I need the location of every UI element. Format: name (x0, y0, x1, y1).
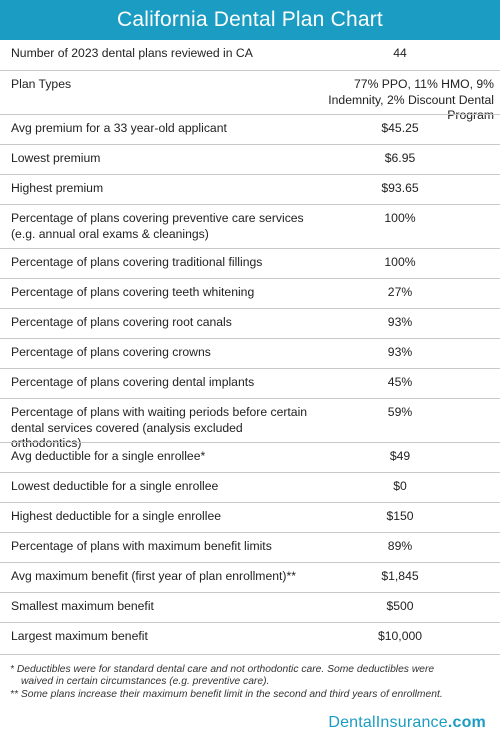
row-value: 27% (387, 285, 413, 299)
footnote-deductibles (10, 664, 490, 688)
table-row (0, 248, 500, 278)
table-row (0, 40, 500, 70)
table-row (0, 338, 500, 368)
row-value: 93% (387, 315, 413, 329)
dentalinsurance-logo (328, 714, 486, 732)
row-label: Lowest deductible for a single enrollee (11, 479, 219, 493)
row-value: $500 (386, 599, 414, 613)
row-value: 77% PPO, 11% HMO, 9% Indemnity, 2% Discount Dental Program (328, 77, 494, 122)
table-row (0, 472, 500, 502)
row-value: 59% (387, 405, 413, 419)
table-row (0, 144, 500, 174)
row-value: $0 (393, 479, 407, 493)
row-label: Percentage of plans covering root canals (11, 315, 232, 329)
row-label: Percentage of plans covering traditional fillings (11, 255, 263, 269)
footnotes (10, 664, 490, 701)
row-value: 93% (387, 345, 413, 359)
row-label: Percentage of plans covering teeth whitening (11, 285, 255, 299)
row-value: $45.25 (381, 121, 419, 135)
row-value: 45% (387, 375, 413, 389)
table-row (0, 592, 500, 622)
row-label: Smallest maximum benefit (11, 599, 154, 613)
row-label: Percentage of plans covering preventive care services (e.g. annual oral exams & cleanings) (11, 211, 304, 241)
row-label: Lowest premium (11, 151, 101, 165)
row-label: Largest maximum benefit (11, 629, 148, 643)
row-label: Avg maximum benefit (first year of plan enrollment)** (11, 569, 296, 583)
footnote-max-benefit: ** Some plans increase their maximum benefit limit in the second and third years of enrollment. (10, 689, 443, 700)
row-label: Number of 2023 dental plans reviewed in CA (11, 46, 253, 60)
row-label: Percentage of plans with waiting periods before certain dental services covered (analysis excluded orthodontics) (11, 405, 308, 450)
row-value: 89% (387, 539, 413, 553)
table-row (0, 562, 500, 592)
row-label: Percentage of plans with maximum benefit limits (11, 539, 272, 553)
row-value: $93.65 (381, 181, 419, 195)
table-bottom-rule (0, 654, 500, 655)
row-value: $150 (386, 509, 414, 523)
row-value: 100% (384, 255, 416, 269)
logo-domain: .com (447, 714, 486, 731)
row-label: Avg deductible for a single enrollee* (11, 449, 206, 463)
table-row (0, 70, 500, 122)
row-value: $10,000 (377, 629, 423, 643)
table-row (0, 622, 500, 654)
footnote-line: waived in certain circumstances (e.g. preventive care). (21, 676, 270, 687)
row-label: Highest deductible for a single enrollee (11, 509, 222, 523)
table-row (0, 308, 500, 338)
table-row (0, 398, 500, 450)
title-text: California Dental Plan Chart (117, 8, 383, 31)
row-label: Percentage of plans covering crowns (11, 345, 211, 359)
row-label: Percentage of plans covering dental implants (11, 375, 255, 389)
table-row (0, 532, 500, 562)
table-row (0, 278, 500, 308)
logo-brand: DentalInsurance (328, 714, 448, 731)
table-row (0, 442, 500, 472)
table-row (0, 368, 500, 398)
row-value: 100% (384, 211, 416, 225)
page-title (0, 0, 500, 40)
row-value: 44 (393, 46, 407, 60)
row-value: $6.95 (384, 151, 416, 165)
table-row (0, 114, 500, 144)
table-row (0, 174, 500, 204)
row-value: $49 (389, 449, 411, 463)
footnote-line: * Deductibles were for standard dental care and not orthodontic care. Some deductibles were (10, 664, 435, 675)
row-label: Avg premium for a 33 year-old applicant (11, 121, 227, 135)
table-row (0, 204, 500, 248)
row-label: Plan Types (11, 77, 72, 91)
row-label: Highest premium (11, 181, 104, 195)
row-value: $1,845 (381, 569, 419, 583)
table-row (0, 502, 500, 532)
